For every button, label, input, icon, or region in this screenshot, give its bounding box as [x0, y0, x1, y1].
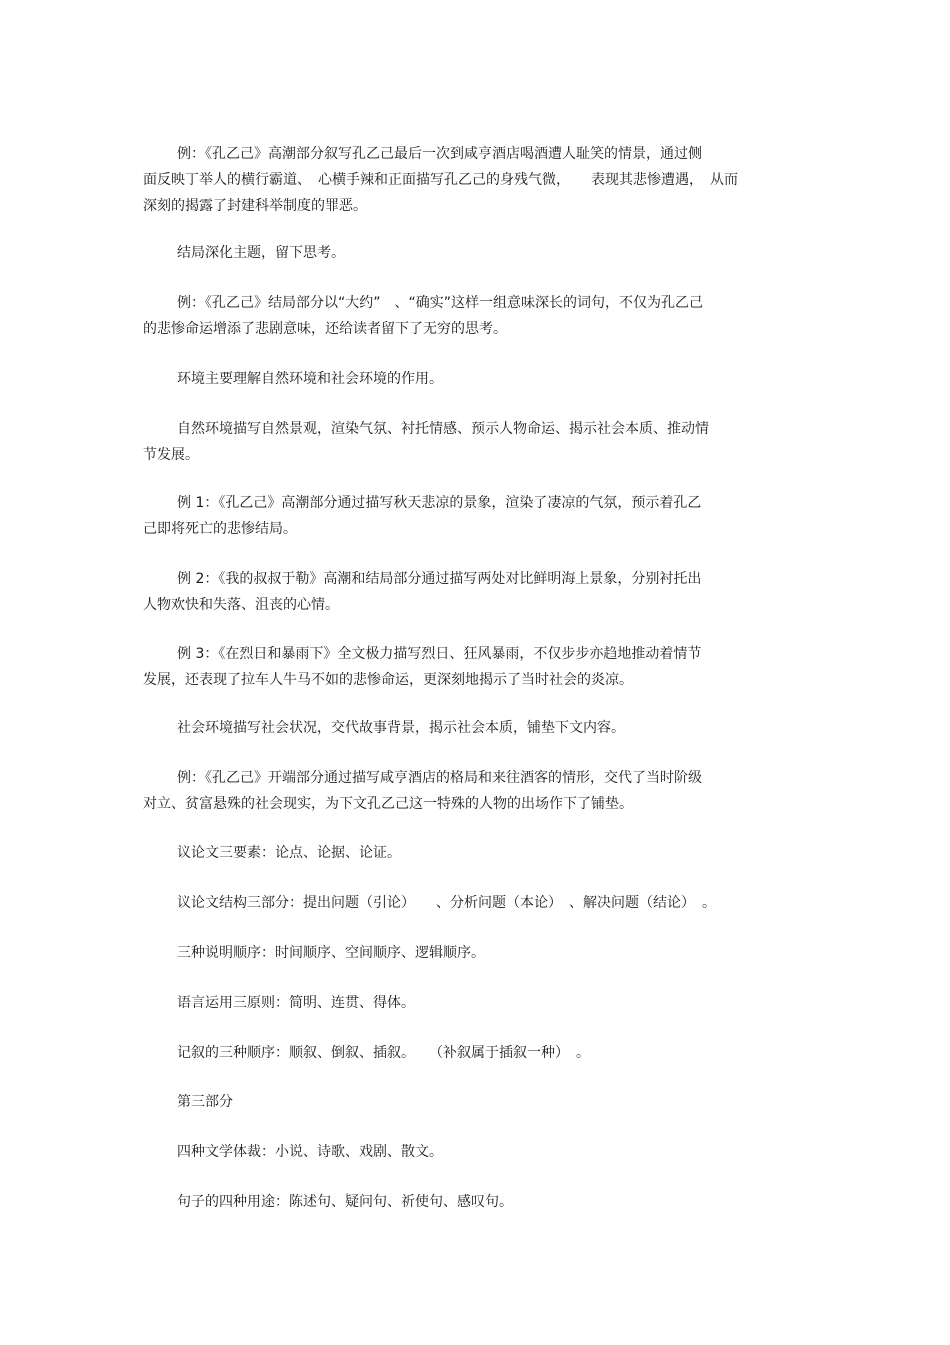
text-line: 例：《孔乙己》开端部分通过描写咸亨酒店的格局和来往酒客的情形，交代了当时阶级 — [177, 770, 702, 786]
paragraph-social-environment — [143, 715, 803, 741]
text-line: 三种说明顺序：时间顺序、空间顺序、逻辑顺序。 — [177, 945, 485, 961]
text-line: 例 2：《我的叔叔于勒》高潮和结局部分通过描写两处对比鲜明海上景象，分别衬托出 — [177, 571, 702, 587]
text-line: 环境主要理解自然环境和社会环境的作用。 — [177, 371, 443, 387]
paragraph-argument-structure — [143, 890, 803, 916]
text-line: 的悲惨命运增添了悲剧意味，还给读者留下了无穷的思考。 — [143, 321, 507, 337]
text-line: 议论文三要素：论点、论据、论证。 — [177, 845, 401, 861]
paragraph-example-1 — [143, 490, 803, 542]
text-line: 人物欢快和失落、沮丧的心情。 — [143, 597, 339, 613]
paragraph-example-3 — [143, 641, 803, 693]
text-line: 面反映丁举人的横行霸道、 心横手辣和正面描写孔乙己的身残气微， 表现其悲惨遭遇， 从而 — [143, 172, 738, 188]
text-line: 记叙的三种顺序：顺叙、倒叙、插叙。 （补叙属于插叙一种） 。 — [177, 1045, 590, 1061]
text-line: 自然环境描写自然景观，渲染气氛、衬托情感、预示人物命运、揭示社会本质、推动情 — [177, 421, 709, 437]
text-line: 例 1：《孔乙己》高潮部分通过描写秋天悲凉的景象，渲染了凄凉的气氛，预示着孔乙 — [177, 495, 702, 511]
text-line: 例：《孔乙己》高潮部分叙写孔乙己最后一次到咸亨酒店喝酒遭人耻笑的情景，通过侧 — [177, 146, 702, 162]
text-line: 发展，还表现了拉车人牛马不如的悲惨命运，更深刻地揭示了当时社会的炎凉。 — [143, 672, 633, 688]
text-line: 对立、贫富悬殊的社会现实，为下文孔乙己这一特殊的人物的出场作下了铺垫。 — [143, 796, 633, 812]
paragraph-natural-environment — [143, 416, 803, 468]
text-line: 例 3：《在烈日和暴雨下》全文极力描写烈日、狂风暴雨，不仅步步亦趋地推动着情节 — [177, 646, 702, 662]
text-line: 第三部分 — [177, 1094, 233, 1110]
text-line: 己即将死亡的悲惨结局。 — [143, 521, 297, 537]
text-line: 句子的四种用途：陈述句、疑问句、祈使句、感叹句。 — [177, 1194, 513, 1210]
paragraph-sentence-types — [143, 1189, 803, 1215]
text-line: 深刻的揭露了封建科举制度的罪恶。 — [143, 198, 367, 214]
text-line: 例：《孔乙己》结局部分以“大约” 、“确实”这样一组意味深长的词句，不仅为孔乙己 — [177, 295, 704, 311]
text-line: 语言运用三原则：简明、连贯、得体。 — [177, 995, 415, 1011]
paragraph-argument-elements — [143, 840, 803, 866]
text-line: 议论文结构三部分：提出问题（引论） 、分析问题（本论） 、解决问题（结论） 。 — [177, 895, 716, 911]
paragraph-literary-genres — [143, 1139, 803, 1165]
text-line: 结局深化主题，留下思考。 — [177, 245, 345, 261]
paragraph-example-2 — [143, 566, 803, 618]
paragraph-ending-theme — [143, 240, 803, 266]
text-line: 节发展。 — [143, 447, 199, 463]
text-line: 社会环境描写社会状况，交代故事背景，揭示社会本质，铺垫下文内容。 — [177, 720, 625, 736]
paragraph-environment — [143, 366, 803, 392]
section-heading-part-three — [143, 1089, 803, 1115]
paragraph-ending-example — [143, 290, 803, 342]
paragraph-explanation-order — [143, 940, 803, 966]
paragraph-climax-kong-yiji — [143, 141, 803, 219]
paragraph-language-principles — [143, 990, 803, 1016]
paragraph-narrative-order — [143, 1040, 803, 1066]
paragraph-social-example — [143, 765, 803, 817]
text-line: 四种文学体裁：小说、诗歌、戏剧、散文。 — [177, 1144, 443, 1160]
